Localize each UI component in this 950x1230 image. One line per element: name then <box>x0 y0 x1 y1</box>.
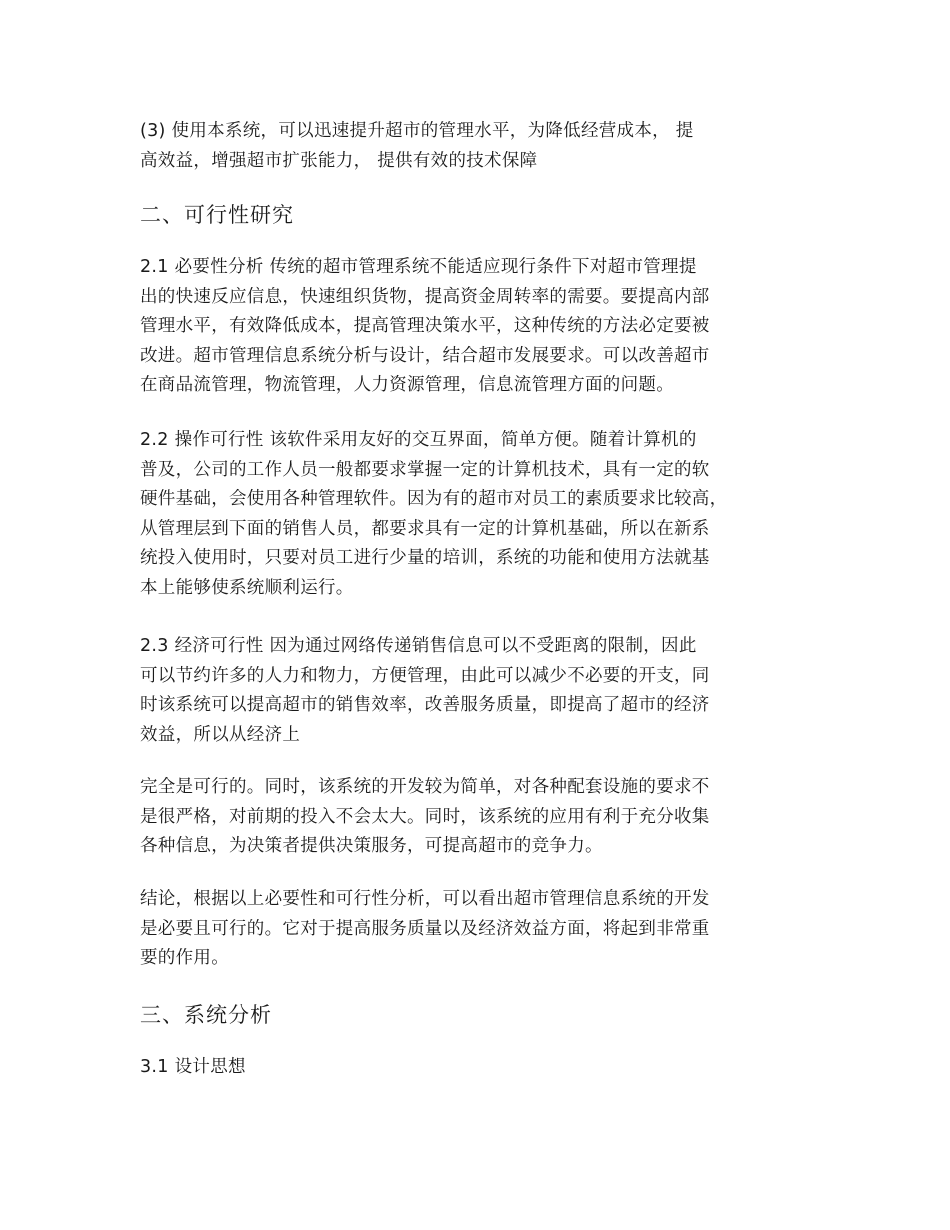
paragraph-economic-continued <box>140 773 710 862</box>
text-line: 是很严格，对前期的投入不会太大。同时，该系统的应用有利于充分收集 <box>140 806 710 827</box>
text-line: 硬件基础，会使用各种管理软件。因为有的超市对员工的素质要求比较高， <box>140 489 728 509</box>
text-line: 本上能够使系统顺利运行。 <box>140 577 354 598</box>
section-heading-system-analysis: 三、系统分析 <box>140 1003 272 1027</box>
text-line: 在商品流管理，物流管理，人力资源管理，信息流管理方面的问题。 <box>140 375 674 395</box>
paragraph-necessity-analysis <box>140 253 710 401</box>
text-line: 各种信息，为决策者提供决策服务，可提高超市的竞争力。 <box>140 836 603 856</box>
text-line: 从管理层到下面的销售人员，都要求具有一定的计算机基础，所以在新系 <box>140 518 710 539</box>
text-line: 改进。超市管理信息系统分析与设计，结合超市发展要求。可以改善超市 <box>140 345 710 366</box>
text-line: 效益，所以从经济上 <box>140 724 301 745</box>
text-line: 2.1 必要性分析 传统的超市管理系统不能适应现行条件下对超市管理提 <box>140 257 697 277</box>
text-line: 2.2 操作可行性 该软件采用友好的交互界面，简单方便。随着计算机的 <box>140 430 697 450</box>
text-line: 高效益，增强超市扩张能力， 提供有效的技术保障 <box>140 150 538 171</box>
text-line: 是必要且可行的。它对于提高服务质量以及经济效益方面，将起到非常重 <box>140 918 710 939</box>
section-heading-feasibility: 二、可行性研究 <box>140 203 294 227</box>
subsection-heading-design-idea: 3.1 设计思想 <box>140 1057 246 1077</box>
text-line: 结论，根据以上必要性和可行性分析，可以看出超市管理信息系统的开发 <box>140 889 710 909</box>
text-line: 出的快速反应信息，快速组织货物，提高资金周转率的需要。要提高内部 <box>140 286 710 307</box>
text-line: 时该系统可以提高超市的销售效率，改善服务质量，即提高了超市的经济 <box>140 695 710 715</box>
text-line: 可以节约许多的人力和物力，方便管理，由此可以减少不必要的开支，同 <box>140 665 710 686</box>
paragraph-economic-feasibility <box>140 632 710 750</box>
text-line: 统投入使用时，只要对员工进行少量的培训，系统的功能和使用方法就基 <box>140 548 710 568</box>
text-line: 2.3 经济可行性 因为通过网络传递销售信息可以不受距离的限制，因此 <box>140 636 697 656</box>
paragraph-conclusion <box>140 885 710 974</box>
text-line: 完全是可行的。同时，该系统的开发较为简单，对各种配套设施的要求不 <box>140 777 710 797</box>
text-line: 要的作用。 <box>140 948 229 968</box>
text-line: 管理水平，有效降低成本，提高管理决策水平，这种传统的方法必定要被 <box>140 316 710 336</box>
paragraph-operational-feasibility <box>140 426 727 603</box>
text-line: 普及，公司的工作人员一般都要求掌握一定的计算机技术，具有一定的软 <box>140 459 710 480</box>
text-line: (3) 使用本系统，可以迅速提升超市的管理水平，为降低经营成本， 提 <box>140 121 694 141</box>
paragraph-item-3 <box>140 117 694 176</box>
